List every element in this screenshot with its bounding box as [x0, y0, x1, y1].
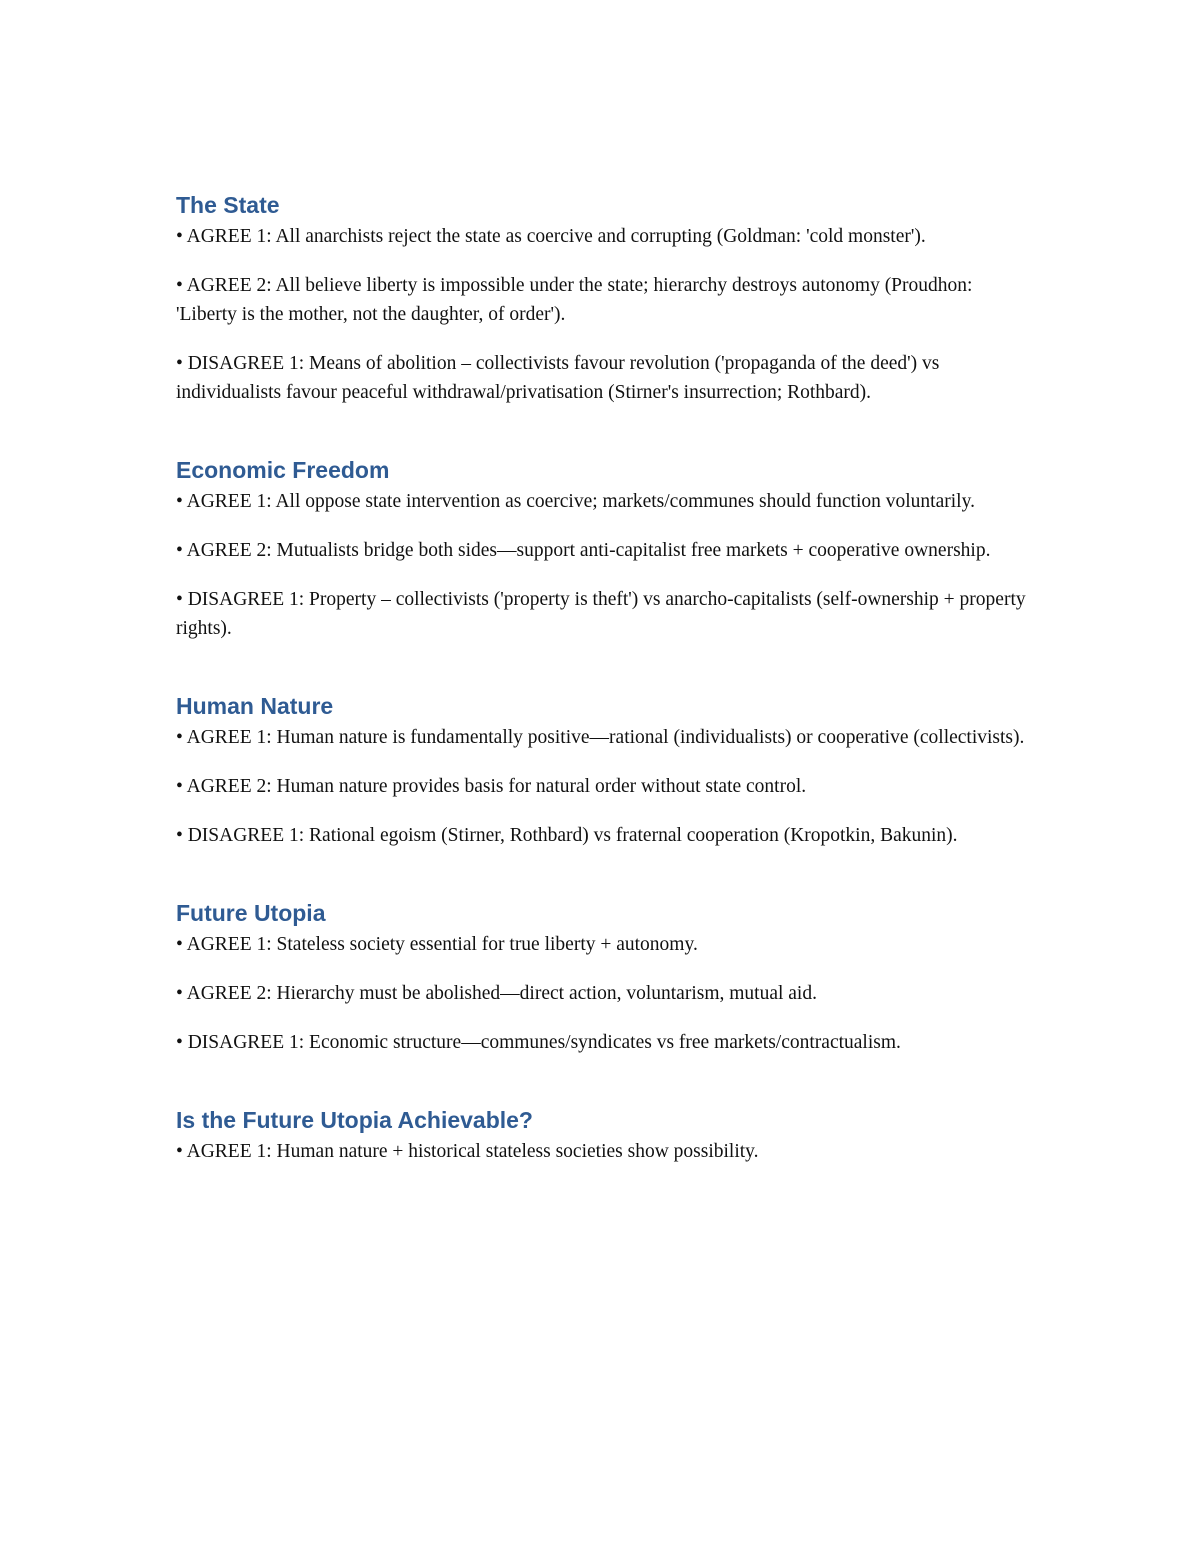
section-human-nature: [176, 689, 1036, 850]
bullet-point: • AGREE 1: All oppose state intervention as coercive; markets/communes should function voluntarily.: [176, 491, 975, 512]
section-heading: Is the Future Utopia Achievable?: [176, 1107, 533, 1133]
section-utopia-achievable: [176, 1103, 1036, 1166]
section-heading: The State: [176, 192, 280, 218]
document-page: [176, 188, 1036, 1212]
section-heading: Human Nature: [176, 693, 334, 719]
bullet-point: • AGREE 2: All believe liberty is impossible under the state; hierarchy destroys autonomy (Proudhon: 'Liberty is the mother, not the daughter, of order').: [176, 275, 973, 325]
bullet-point: • AGREE 1: All anarchists reject the state as coercive and corrupting (Goldman: 'cold monster').: [176, 226, 926, 247]
section-the-state: [176, 188, 1036, 407]
bullet-point: • DISAGREE 1: Rational egoism (Stirner, Rothbard) vs fraternal cooperation (Kropotkin, Bakunin).: [176, 825, 958, 846]
bullet-point: • AGREE 2: Human nature provides basis for natural order without state control.: [176, 776, 807, 797]
section-future-utopia: [176, 896, 1036, 1057]
bullet-point: • AGREE 2: Hierarchy must be abolished—direct action, voluntarism, mutual aid.: [176, 983, 817, 1004]
bullet-point: • AGREE 1: Stateless society essential for true liberty + autonomy.: [176, 934, 698, 955]
bullet-point: • AGREE 1: Human nature is fundamentally positive—rational (individualists) or cooperative (collectivists).: [176, 727, 1025, 748]
bullet-point: • DISAGREE 1: Means of abolition – collectivists favour revolution ('propaganda of the deed') vs individualists favour peaceful withdrawal/privatisation (Stirner's insurrection; Rothbard).: [176, 353, 940, 403]
bullet-point: • DISAGREE 1: Property – collectivists ('property is theft') vs anarcho-capitalists (self-ownership + property rights).: [176, 589, 1026, 639]
section-economic-freedom: [176, 453, 1036, 643]
bullet-point: • DISAGREE 1: Economic structure—communes/syndicates vs free markets/contractualism.: [176, 1032, 901, 1053]
section-heading: Economic Freedom: [176, 457, 390, 483]
bullet-point: • AGREE 2: Mutualists bridge both sides—support anti-capitalist free markets + cooperative ownership.: [176, 540, 991, 561]
section-heading: Future Utopia: [176, 900, 326, 926]
bullet-point: • AGREE 1: Human nature + historical stateless societies show possibility.: [176, 1141, 759, 1162]
